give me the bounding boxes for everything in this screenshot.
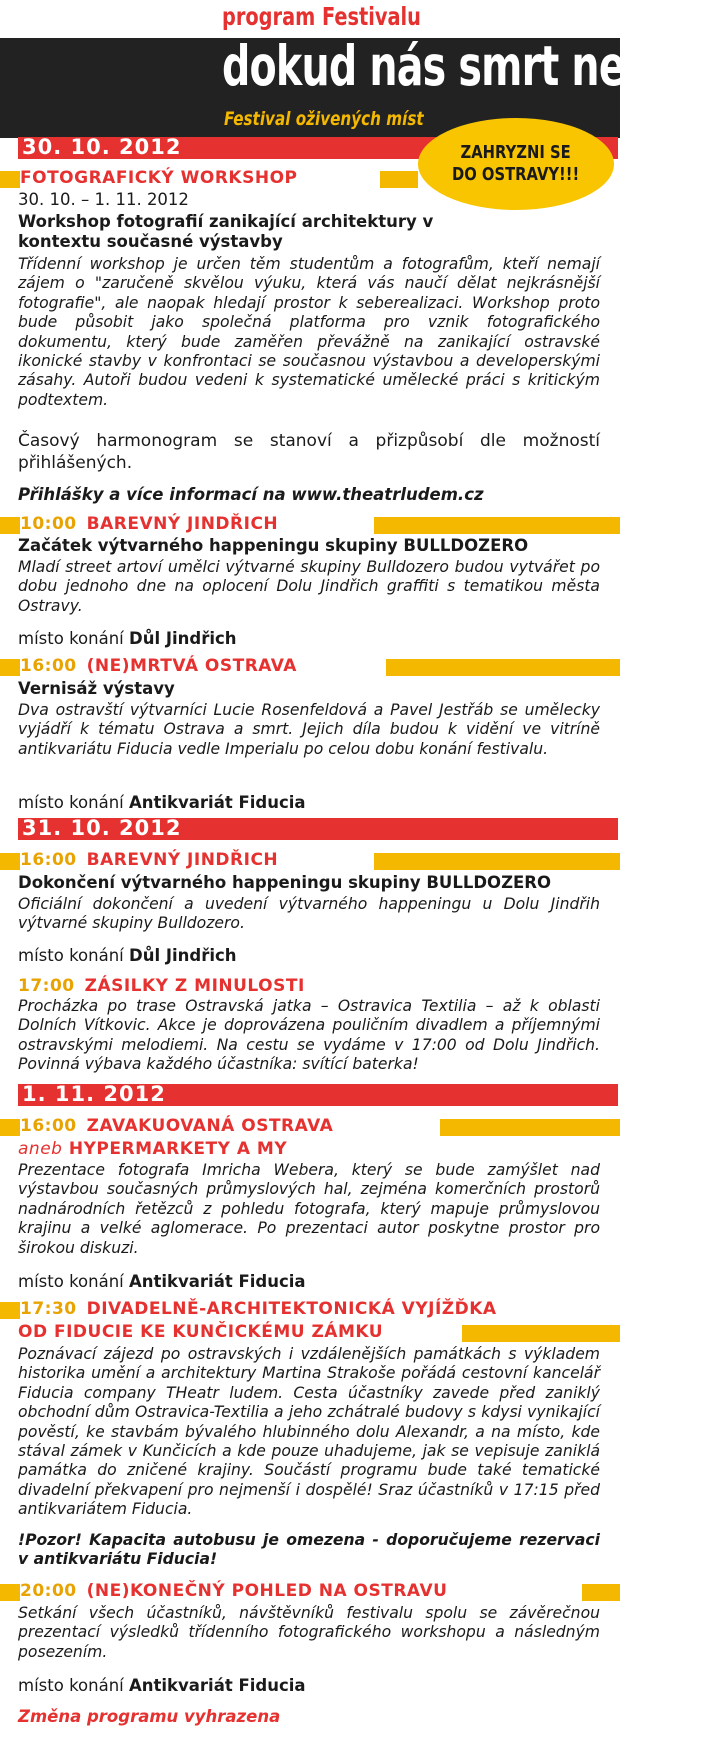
event-heading [20,1299,497,1319]
workshop-signup: Přihlášky a více informací na www.theatrludem.cz [18,485,484,504]
date-bar-day2 [18,818,618,840]
event-name2: HYPERMARKETY A MY [68,1139,288,1159]
event-time: 17:30 [20,1299,77,1319]
section-bar-right [374,853,620,870]
event-name: (NE)KONEČNÝ POHLED NA OSTRAVU [86,1581,448,1601]
place-label: místo konání [18,793,124,812]
event-name: ZÁSILKY Z MINULOSTI [84,976,305,996]
workshop-dates: 30. 10. – 1. 11. 2012 [18,190,189,209]
footer-note: Změna programu vyhrazena [18,1707,281,1726]
place-name: Antikvariát Fiducia [129,1676,306,1695]
event-name: BAREVNÝ JINDŘICH [86,514,279,534]
event-heading [20,850,278,870]
event-name: BAREVNÝ JINDŘICH [86,850,279,870]
event-time: 20:00 [20,1581,77,1601]
section-bar-left [0,171,20,188]
event-place [18,793,306,812]
date-bar-day3 [18,1084,618,1106]
section-bar-right [380,171,418,188]
event-time: 16:00 [20,1116,77,1136]
event-warning: !Pozor! Kapacita autobusu je omezena - doporučujeme rezervaci v antikvariátu Fiducia! [18,1531,600,1569]
section-bar-left [0,853,20,870]
section-bar-left [0,1119,20,1136]
section-bar-right [582,1584,620,1601]
event-heading [20,1581,447,1601]
workshop-heading: FOTOGRAFICKÝ WORKSHOP [20,168,298,188]
event-name: (NE)MRTVÁ OSTRAVA [86,656,297,676]
event-heading [20,1116,333,1136]
event-heading [18,976,305,996]
section-bar-right [386,659,620,676]
event-aneb: aneb [18,1139,63,1159]
event-place [18,1272,306,1291]
event-time: 16:00 [20,656,77,676]
section-bar-right [462,1325,620,1342]
event-title: Vernisáž výstavy [18,679,175,698]
event-name2: OD FIDUCIE KE KUNČICKÉMU ZÁMKU [18,1322,384,1342]
section-bar-left [0,517,20,534]
section-bar-left [0,1584,20,1601]
date-day2: 31. 10. 2012 [22,816,182,840]
event-time: 17:00 [18,976,75,996]
workshop-description: Třídenní workshop je určen těm studentům a fotografům, kteří nemají zájem o "zaručeně skvělou výuku, která vás naučí dělat nejkrásnější fotografie", ale naopak hledají prostor k seberealizaci. Workshop proto bude působit jako společná platforma pro vznik fotografického dokumentu, který bude zaměřen převážně na zanikající ostravské ikonické stavby v konfrontaci se současnou výstavbou a developerskými zásahy. Autoři budou vedeni k systematické umělecké práci s kritickým podtextem. [18,255,600,409]
place-label: místo konání [18,629,124,648]
event-description: Dva ostravští výtvarníci Lucie Rosenfeldová a Pavel Jestřáb se umělecky vyjádří k tématu Ostrava a smrt. Jejich díla budou k vidění ve vitríně antikvariátu Fiducia vedle Imperialu po celou dobu konání festivalu. [18,701,600,758]
event-description: Procházka po trase Ostravská jatka – Ostravica Textilia – až k oblasti Dolních Vítkovic. Akce je doprovázena pouličním divadlem a příjemnými ostravskými melodiemi. Na cestu se vydáme v 17:00 od Dolu Jindřich. Povinná výbava každého účastníka: svítící baterka! [18,997,600,1074]
event-heading [20,656,297,676]
place-name: Antikvariát Fiducia [129,1272,306,1291]
event-description: Mladí street artoví umělci výtvarné skupiny Bulldozero budou vytvářet po dobu jednoho dne na oplocení Dolu Jindřich graffiti s tematikou města Ostravy. [18,558,600,615]
event-description: Poznávací zájezd po ostravských i vzdálenějších památkách s výkladem historika umění a architektury Martina Strakoše pořádá cestovní kancelář Fiducia company THeatr ludem. Cesta účastníky zavede před zaniklý obchodní dům Ostravica-Textilia a jeho zchátralé budovy s kdysi vynikající pověstí, ke stavbám bývalého hlubinného dolu Alexandr, a na místo, kde stával zámek v Kunčicích a kde pouze uhadujeme, jak se vepisuje zaniklá památka do zničené krajiny. Součástí programu bude také tematické divadelní překvapení pro nejmenší i dospělé! Sraz účastníků v 17:15 před antikvariátem Fiducia. [18,1345,600,1519]
section-bar-left [0,659,20,676]
event-place [18,1676,306,1695]
event-title: Začátek výtvarného happeningu skupiny BULLDOZERO [18,536,529,555]
event-heading-line2 [18,1139,287,1159]
event-description: Setkání všech účastníků, návštěvníků festivalu spolu se závěrečnou prezentací výsledků třídenního fotografického workshopu a následným posezením. [18,1604,600,1661]
festival-title: dokud nás smrt nespojí [222,34,727,98]
event-time: 16:00 [20,850,77,870]
place-name: Antikvariát Fiducia [129,793,306,812]
event-title: Dokončení výtvarného happeningu skupiny BULLDOZERO [18,873,552,892]
event-heading [20,514,278,534]
place-name: Důl Jindřich [129,629,237,648]
event-time: 10:00 [20,514,77,534]
event-place [18,946,237,965]
event-description: Oficiální dokončení a uvedení výtvarného happeningu u Dolu Jindřih výtvarné skupiny Bulldozero. [18,895,600,933]
section-bar-right [374,517,620,534]
date-day1: 30. 10. 2012 [22,135,182,159]
event-name: DIVADELNĚ-ARCHITEKTONICKÁ VYJÍŽĎKA [86,1299,497,1319]
slogan-text: ZAHRYZNI SE DO OSTRAVY!!! [452,142,580,185]
event-heading-line2 [18,1322,383,1342]
place-name: Důl Jindřich [129,946,237,965]
workshop-title: Workshop fotografií zanikající architektury v kontextu současné výstavby [18,212,434,251]
workshop-schedule: Časový harmonogram se stanoví a přizpůsobí dle možností přihlášených. [18,431,600,473]
festival-tagline: Festival oživených míst [224,108,424,130]
event-place [18,629,237,648]
place-label: místo konání [18,1272,124,1291]
place-label: místo konání [18,1676,124,1695]
section-bar-left [0,1302,20,1319]
date-day3: 1. 11. 2012 [22,1082,166,1106]
event-description: Prezentace fotografa Imricha Webera, který se bude zamýšlet nad výstavbou současných průmyslových hal, zejména komerčních prostorů nadnárodních řetězců z pohledu fotografa, který mapuje průmyslovou krajinu a velké aglomerace. Po prezentaci autor poskytne prostor pro širokou diskuzi. [18,1161,600,1257]
section-bar-right [440,1119,620,1136]
event-name: ZAVAKUOVANÁ OSTRAVA [86,1116,334,1136]
place-label: místo konání [18,946,124,965]
header-subtitle: program Festivalu [222,2,421,31]
